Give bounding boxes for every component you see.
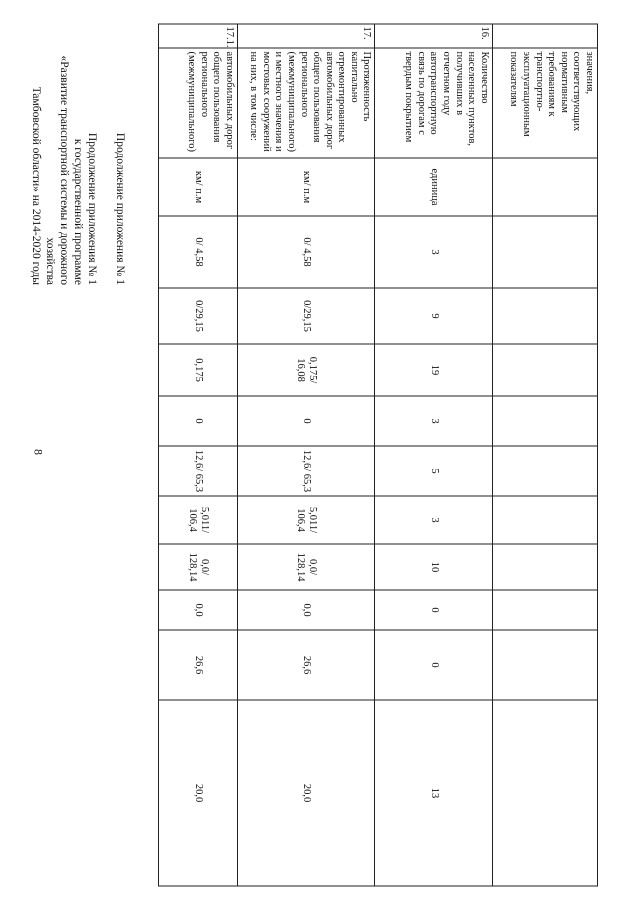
value-cell: 19 (375, 344, 492, 396)
value-cell: 0 (237, 396, 375, 446)
value-cell (492, 590, 597, 630)
value-cell (492, 544, 597, 590)
value-cell (492, 700, 597, 886)
value-cell: 0,0/ 128,14 (237, 544, 375, 590)
value-cell: 20,0 (159, 700, 238, 886)
value-cell: 0,175/ 16,08 (237, 344, 375, 396)
indicator-name: значения, соответствующих нормативным требованиям к транспортно-эксплуатационным показателям (492, 48, 597, 158)
value-cell: 5,011/ 106,4 (159, 496, 238, 544)
value-cell: 0,0 (159, 590, 238, 630)
value-cell: 0,175 (159, 344, 238, 396)
value-cell: 0 (159, 396, 238, 446)
value-cell (492, 216, 597, 288)
value-cell: 0 (375, 630, 492, 700)
value-cell (492, 630, 597, 700)
indicator-name: Количество населенных пунктов, получивших в отчетном году автотранспортную связь по дорогам с твердым покрытием (375, 48, 492, 158)
value-cell: 10 (375, 544, 492, 590)
unit-cell: км/ п.м (159, 158, 238, 216)
unit-cell (492, 158, 597, 216)
value-cell: 5,011/ 106,4 (237, 496, 375, 544)
page-number: 8 (31, 449, 46, 455)
unit-cell: км/ п.м (237, 158, 375, 216)
value-cell: 26,6 (237, 630, 375, 700)
value-cell: 0/ 4,58 (159, 216, 238, 288)
value-cell: 5 (375, 446, 492, 496)
row-number: 17.1. (159, 24, 238, 48)
value-cell: 13 (375, 700, 492, 886)
row-number: 17. (237, 24, 375, 48)
value-cell: 0,0 (237, 590, 375, 630)
table-row (159, 24, 238, 886)
table-row (237, 24, 375, 886)
value-cell: 3 (375, 216, 492, 288)
value-cell: 9 (375, 288, 492, 344)
table-row (375, 24, 492, 886)
table-wrapper (158, 24, 598, 886)
value-cell (492, 446, 597, 496)
table-row (492, 24, 597, 886)
continuation-line: Продолжение приложения № 1 (114, 132, 126, 285)
indicator-name: Протяженность капитально отремонтированных автомобильных дорог общего пользования регионального (межмуниципального) и местного значения и мостовых сооружений на них, в том числе: (237, 48, 375, 158)
value-cell (492, 396, 597, 446)
value-cell: 3 (375, 396, 492, 446)
header-line-1: Продолжение приложения № 1 (86, 132, 98, 285)
value-cell (492, 496, 597, 544)
appendix-header (29, 25, 127, 285)
value-cell: 0/ 4,58 (237, 216, 375, 288)
value-cell: 0 (375, 590, 492, 630)
row-number: 16. (375, 24, 492, 48)
value-cell: 0/29,15 (159, 288, 238, 344)
row-number (492, 24, 597, 48)
value-cell: 12,6/ 65,3 (237, 446, 375, 496)
header-line-2: к государственной программе (72, 138, 84, 285)
header-line-4: Тамбовской области» на 2014-2020 годы (30, 86, 42, 285)
value-cell: 0/29,15 (237, 288, 375, 344)
unit-cell: единица (375, 158, 492, 216)
value-cell: 12,6/ 65,3 (159, 446, 238, 496)
value-cell: 20,0 (237, 700, 375, 886)
value-cell (492, 288, 597, 344)
value-cell: 3 (375, 496, 492, 544)
value-cell: 0,0/ 128,14 (159, 544, 238, 590)
indicator-name: автомобильных дорог общего пользования регионального (межмуниципального) (159, 48, 238, 158)
value-cell (492, 344, 597, 396)
indicators-table (158, 24, 598, 887)
value-cell: 26,6 (159, 630, 238, 700)
header-line-3: «Развитие транспортной системы и дорожного хозяйства (44, 55, 70, 285)
